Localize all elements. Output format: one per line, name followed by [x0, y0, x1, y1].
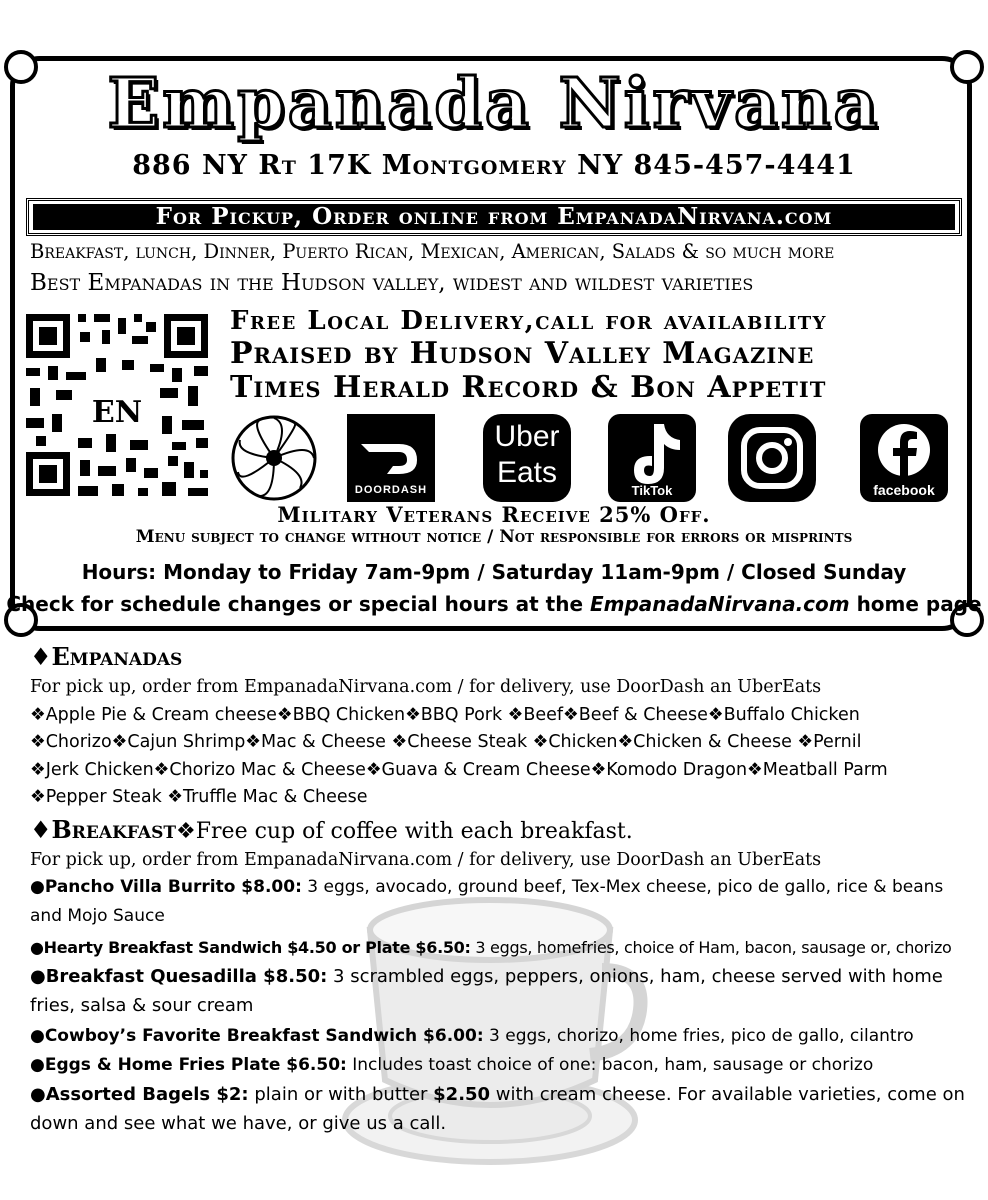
restaurant-title: Empanada Nirvana — [107, 64, 881, 144]
facebook-label: facebook — [873, 482, 935, 498]
item-desc: 3 eggs, avocado, ground beef, Tex-Mex cheese, pico de gallo, rice & beans and Mojo Sauce — [30, 877, 944, 926]
breakfast-coffee-note: ❖Free cup of coffee with each breakfast. — [176, 819, 633, 844]
cuisine-line: Breakfast, lunch, Dinner, Puerto Rican, Mexican, American, Salads & so much more — [30, 240, 835, 263]
qr-code[interactable] — [22, 310, 212, 500]
breakfast-item — [30, 962, 970, 1020]
item-desc: 3 scrambled eggs, peppers, onions, ham, cheese served with home fries, salsa & sour cream — [30, 966, 943, 1016]
item-name: ●Hearty Breakfast Sandwich $4.50 or Plate $6.50: — [30, 938, 471, 957]
item-name: ●Pancho Villa Burrito $8.00: — [30, 877, 302, 897]
doordash-label: DOORDASH — [354, 484, 428, 496]
item-price-2: $2.50 — [433, 1084, 491, 1105]
breakfast-item — [30, 1022, 970, 1051]
empanada-logo-icon[interactable] — [230, 414, 318, 502]
breakfast-heading: ♦Breakfast❖Free cup of coffee with each breakfast. — [30, 815, 633, 844]
tiktok-icon[interactable] — [608, 414, 696, 502]
item-name: ●Breakfast Quesadilla $8.50: — [30, 966, 328, 987]
item-desc: 3 eggs, homefries, choice of Ham, bacon, sausage or, chorizo — [470, 938, 952, 957]
ubereats-icon[interactable] — [483, 414, 571, 502]
item-desc: 3 eggs, chorizo, home fries, pico de gallo, cilantro — [483, 1026, 914, 1046]
breakfast-item — [30, 873, 970, 931]
facebook-icon[interactable] — [860, 414, 948, 502]
schedule-post: home page — [849, 592, 982, 616]
disclaimer: Menu subject to change without notice / Not responsible for errors or misprints — [135, 527, 853, 547]
item-desc: Includes toast choice of one: bacon, ham, sausage or chorizo — [346, 1055, 874, 1075]
schedule-pre: Check for schedule changes or special hours at the — [6, 592, 590, 616]
breakfast-pickup-note: For pick up, order from EmpanadaNirvana.com / for delivery, use DoorDash an UberEats — [30, 850, 822, 870]
breakfast-heading-text: Breakfast — [51, 815, 177, 844]
instagram-icon[interactable] — [728, 414, 816, 502]
website-link[interactable]: EmpanadaNirvana.com — [589, 592, 850, 616]
best-empanadas-line: Best Empanadas in the Hudson valley, widest and wildest varieties — [30, 270, 754, 296]
item-desc: plain or with butter — [248, 1084, 434, 1105]
schedule-note — [0, 592, 988, 616]
item-name: ●Assorted Bagels $2: — [30, 1084, 249, 1105]
empanada-list-line: ❖Apple Pie & Cream cheese❖BBQ Chicken❖BBQ Pork ❖Beef❖Beef & Cheese❖Buffalo Chicken — [30, 705, 860, 725]
breakfast-item — [30, 1080, 970, 1138]
veterans-discount: Military Veterans Receive 25% Off. — [277, 502, 711, 527]
qr-center-text: EN — [91, 395, 143, 430]
uber-label: Uber — [494, 420, 560, 453]
doordash-icon[interactable] — [347, 414, 435, 502]
praise-line-1: Praised by Hudson Valley Magazine — [230, 336, 815, 371]
breakfast-item — [30, 1051, 970, 1080]
order-online-text: For Pickup, Order online from EmpanadaNirvana.com — [33, 204, 955, 230]
empanada-list-line: ❖Jerk Chicken❖Chorizo Mac & Cheese❖Guava & Cream Cheese❖Komodo Dragon❖Meatball Parm — [30, 760, 888, 780]
order-online-bar — [26, 198, 962, 236]
restaurant-address: 886 NY Rt 17K Montgomery NY 845-457-4441 — [132, 150, 856, 181]
empanada-list-line: ❖Chorizo❖Cajun Shrimp❖Mac & Cheese ❖Cheese Steak ❖Chicken❖Chicken & Cheese ❖Pernil — [30, 732, 862, 752]
tiktok-label: TikTok — [631, 483, 673, 498]
item-desc-2: with cream cheese. For available varieties, come on down and see what we have, or give us a call. — [30, 1084, 965, 1134]
breakfast-item — [30, 933, 970, 962]
item-name: ●Eggs & Home Fries Plate $6.50: — [30, 1055, 347, 1075]
free-delivery-line: Free Local Delivery,call for availability — [230, 306, 828, 336]
empanadas-pickup-note: For pick up, order from EmpanadaNirvana.com / for delivery, use DoorDash an UberEats — [30, 677, 822, 697]
empanadas-heading-text: Empanadas — [51, 642, 183, 671]
item-name: ●Cowboy’s Favorite Breakfast Sandwich $6.00: — [30, 1026, 484, 1046]
empanadas-heading: ♦Empanadas — [30, 642, 183, 671]
business-hours: Hours: Monday to Friday 7am-9pm / Saturday 11am-9pm / Closed Sunday — [81, 560, 907, 584]
empanada-list-line: ❖Pepper Steak ❖Truffle Mac & Cheese — [30, 787, 368, 807]
praise-line-2: Times Herald Record & Bon Appetit — [230, 370, 827, 405]
eats-label: Eats — [496, 456, 558, 489]
